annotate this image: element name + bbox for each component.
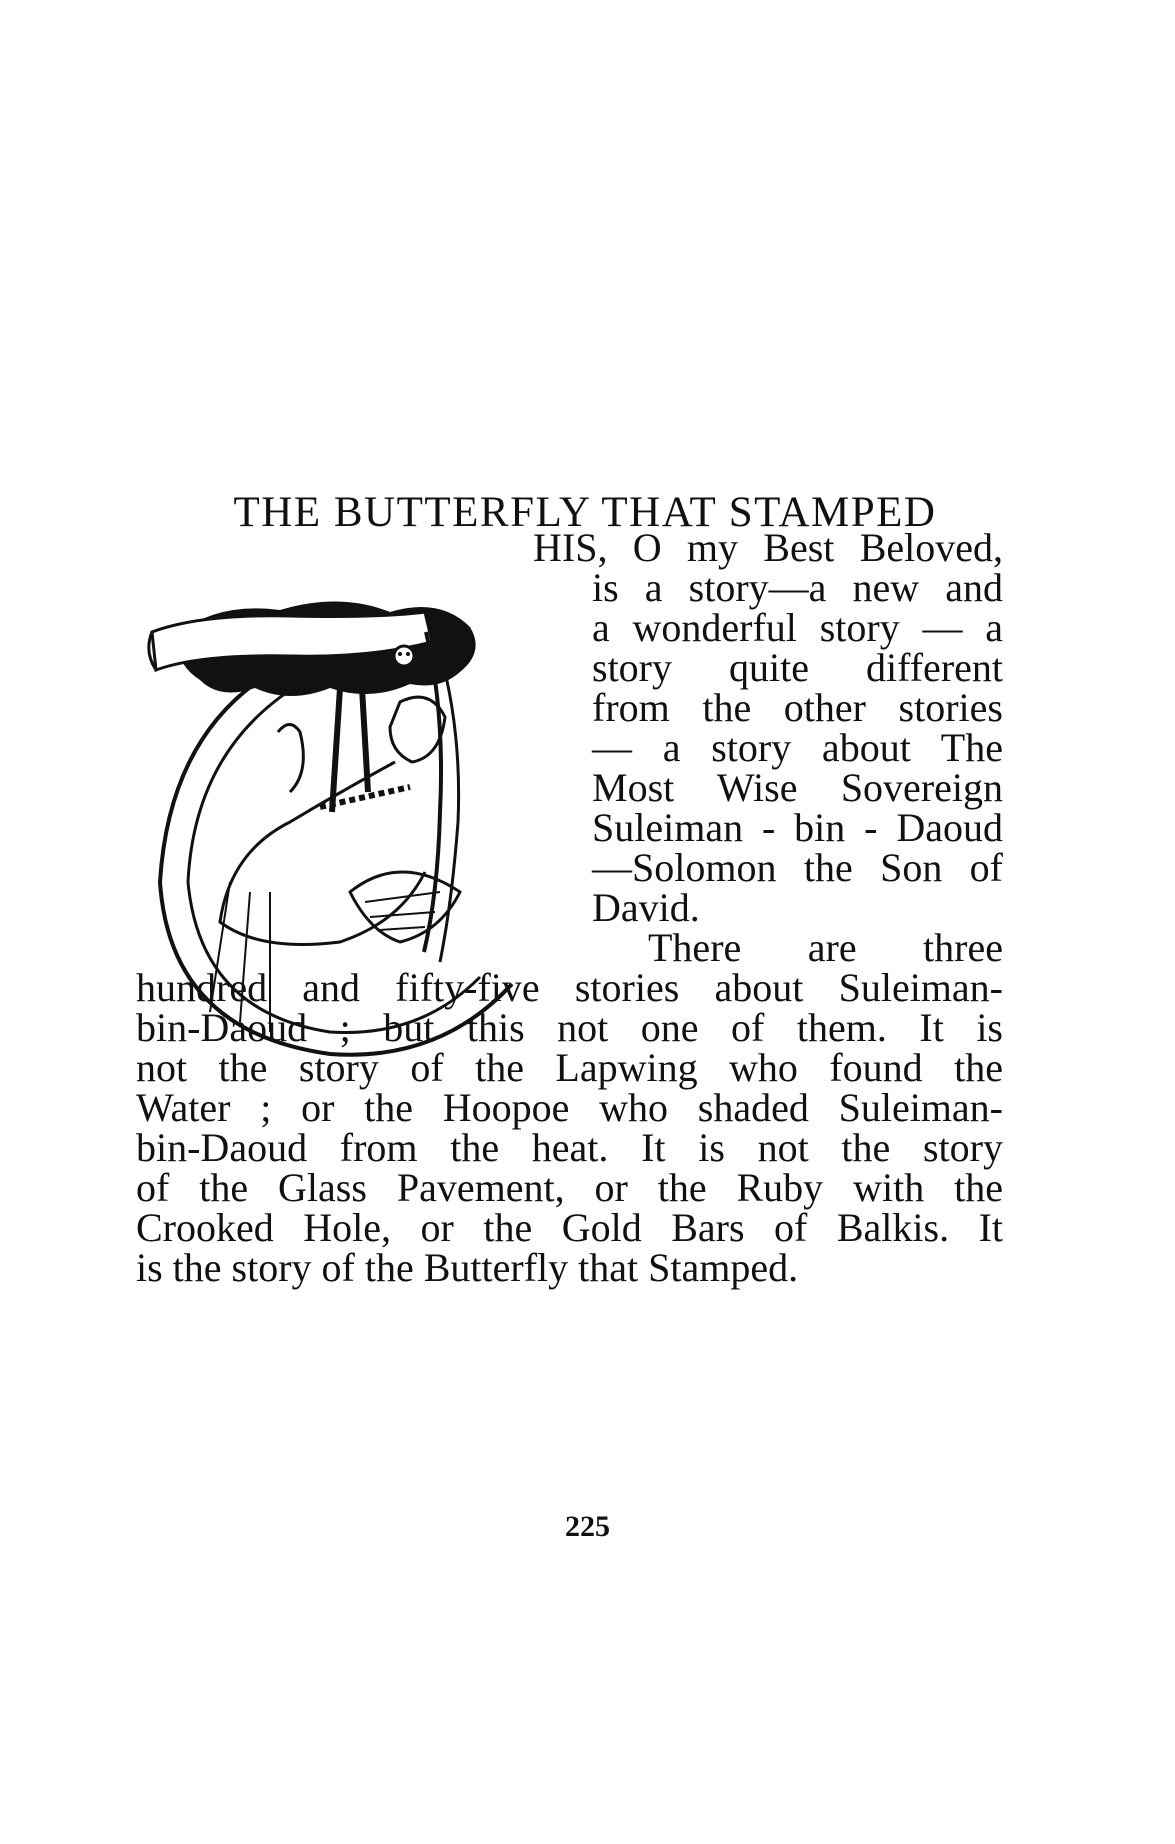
text-line: hundred and fifty-five stories about Suleiman- bbox=[136, 965, 1003, 1010]
text-line: bin-Daoud ; but this not one of them. It is bbox=[136, 1005, 1003, 1050]
text-line: bin-Daoud from the heat. It is not the story bbox=[136, 1125, 1003, 1170]
text-line: story quite different bbox=[592, 645, 1003, 690]
text-line: is a story—a new and bbox=[592, 565, 1003, 610]
text-line: —Solomon the Son of bbox=[592, 845, 1003, 890]
text-line: is the story of the Butterfly that Stamped. bbox=[136, 1245, 799, 1290]
text-line: Water ; or the Hoopoe who shaded Suleiman- bbox=[136, 1085, 1003, 1130]
chapter-title: THE BUTTERFLY THAT STAMPED bbox=[233, 489, 937, 536]
text-line: not the story of the Lapwing who found the bbox=[136, 1045, 1003, 1090]
text-line: — a story about The bbox=[592, 725, 1003, 770]
text-line: HIS, O my Best Beloved, bbox=[533, 525, 1003, 570]
page-number: 225 bbox=[565, 1510, 610, 1543]
text-line: of the Glass Pavement, or the Ruby with the bbox=[136, 1165, 1003, 1210]
text-line: a wonderful story — a bbox=[592, 605, 1003, 650]
text-line: There are three bbox=[648, 925, 1003, 970]
text-line: from the other stories bbox=[592, 685, 1003, 730]
text-line: Suleiman - bin - Daoud bbox=[592, 805, 1003, 850]
text-line: Crooked Hole, or the Gold Bars of Balkis. It bbox=[136, 1205, 1003, 1250]
text-line: Most Wise Sovereign bbox=[592, 765, 1003, 810]
text-line: David. bbox=[592, 885, 700, 930]
